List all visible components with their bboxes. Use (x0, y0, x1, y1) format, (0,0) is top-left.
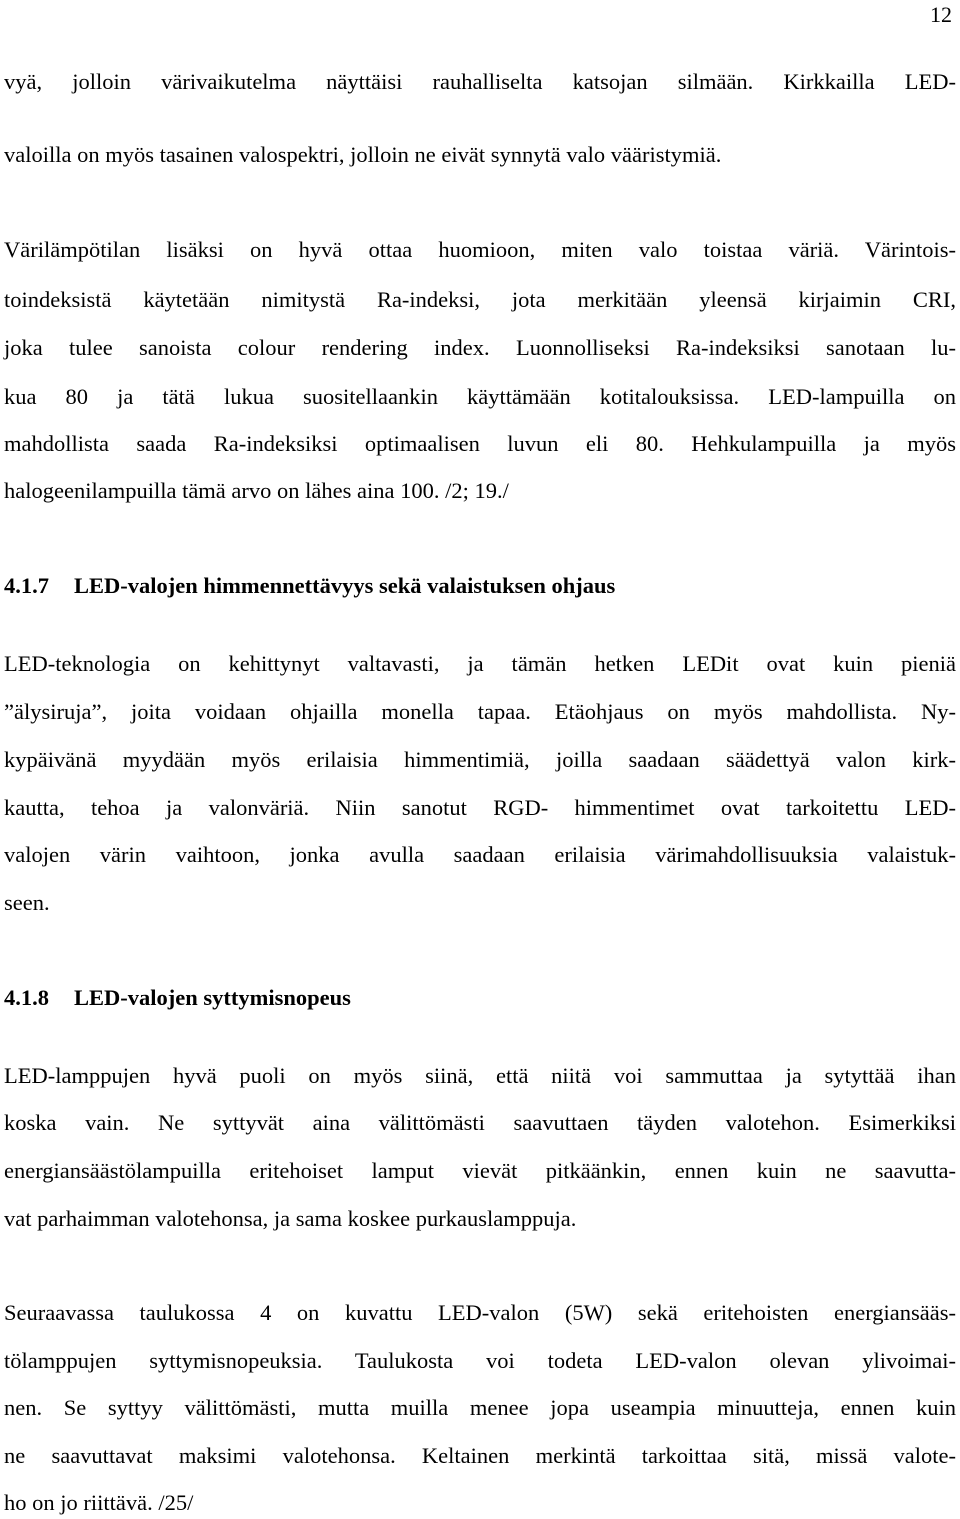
text-line: Värilämpötilan lisäksi on hyvä ottaa huomioon, miten valo toistaa väriä. Värintois- (4, 237, 956, 262)
text-line: kypäivänä myydään myös erilaisia himmentimiä, joilla saadaan säädettyä valon kirk- (4, 747, 956, 772)
text-line: valoilla on myös tasainen valospektri, jolloin ne eivät synnytä valo vääristymiä. (4, 142, 722, 167)
text-line: seen. (4, 890, 50, 915)
text-line: vat parhaimman valotehonsa, ja sama koskee purkauslamppuja. (4, 1206, 577, 1231)
text-line: tölamppujen syttymisnopeuksia. Taulukosta voi todeta LED-valon olevan ylivoimai- (4, 1348, 956, 1373)
text-line: kua 80 ja tätä lukua suositellaankin käyttämään kotitalouksissa. LED-lampuilla on (4, 384, 956, 409)
text-line: vyä, jolloin värivaikutelma näyttäisi rauhalliselta katsojan silmään. Kirkkailla LED- (4, 69, 956, 94)
text-line: LED-lamppujen hyvä puoli on myös siinä, että niitä voi sammuttaa ja sytyttää ihan (4, 1063, 956, 1088)
text-line: energiansäästölampuilla eritehoiset lamput vievät pitkäänkin, ennen kuin ne saavutta- (4, 1158, 956, 1183)
text-line: halogeenilampuilla tämä arvo on lähes aina 100. /2; 19./ (4, 478, 509, 503)
page-number: 12 (930, 2, 952, 27)
text-line: koska vain. Ne syttyvät aina välittömästi saavuttaen täyden valotehon. Esimerkiksi (4, 1110, 956, 1135)
text-line: kautta, tehoa ja valonväriä. Niin sanotut RGD- himmentimet ovat tarkoitettu LED- (4, 795, 956, 820)
text-line: ne saavuttavat maksimi valotehonsa. Keltainen merkintä tarkoittaa sitä, missä valote- (4, 1443, 956, 1468)
section-title: LED-valojen himmennettävyys sekä valaistuksen ohjaus (74, 573, 616, 598)
text-line: ”älysiruja”, joita voidaan ohjailla monella tapaa. Etäohjaus on myös mahdollista. Ny- (4, 699, 956, 724)
section-heading-4-1-8 (4, 983, 956, 1013)
text-line: ho on jo riittävä. /25/ (4, 1490, 194, 1515)
text-line: mahdollista saada Ra-indeksiksi optimaalisen luvun eli 80. Hehkulampuilla ja myös (4, 431, 956, 456)
section-number: 4.1.8 (4, 985, 49, 1010)
text-line: Seuraavassa taulukossa 4 on kuvattu LED-valon (5W) sekä eritehoisten energiansääs- (4, 1300, 956, 1325)
section-heading-4-1-7 (4, 571, 956, 601)
text-line: joka tulee sanoista colour rendering index. Luonnolliseksi Ra-indeksiksi sanotaan lu- (4, 335, 956, 360)
text-line: toindeksistä käytetään nimitystä Ra-indeksi, jota merkitään yleensä kirjaimin CRI, (4, 287, 956, 312)
text-line: LED-teknologia on kehittynyt valtavasti, ja tämän hetken LEDit ovat kuin pieniä (4, 651, 956, 676)
text-line: valojen värin vaihtoon, jonka avulla saadaan erilaisia värimahdollisuuksia valaistuk- (4, 842, 956, 867)
section-number: 4.1.7 (4, 573, 49, 598)
text-line: nen. Se syttyy välittömästi, mutta muilla menee jopa useampia minuutteja, ennen kuin (4, 1395, 956, 1420)
section-title: LED-valojen syttymisnopeus (74, 985, 351, 1010)
